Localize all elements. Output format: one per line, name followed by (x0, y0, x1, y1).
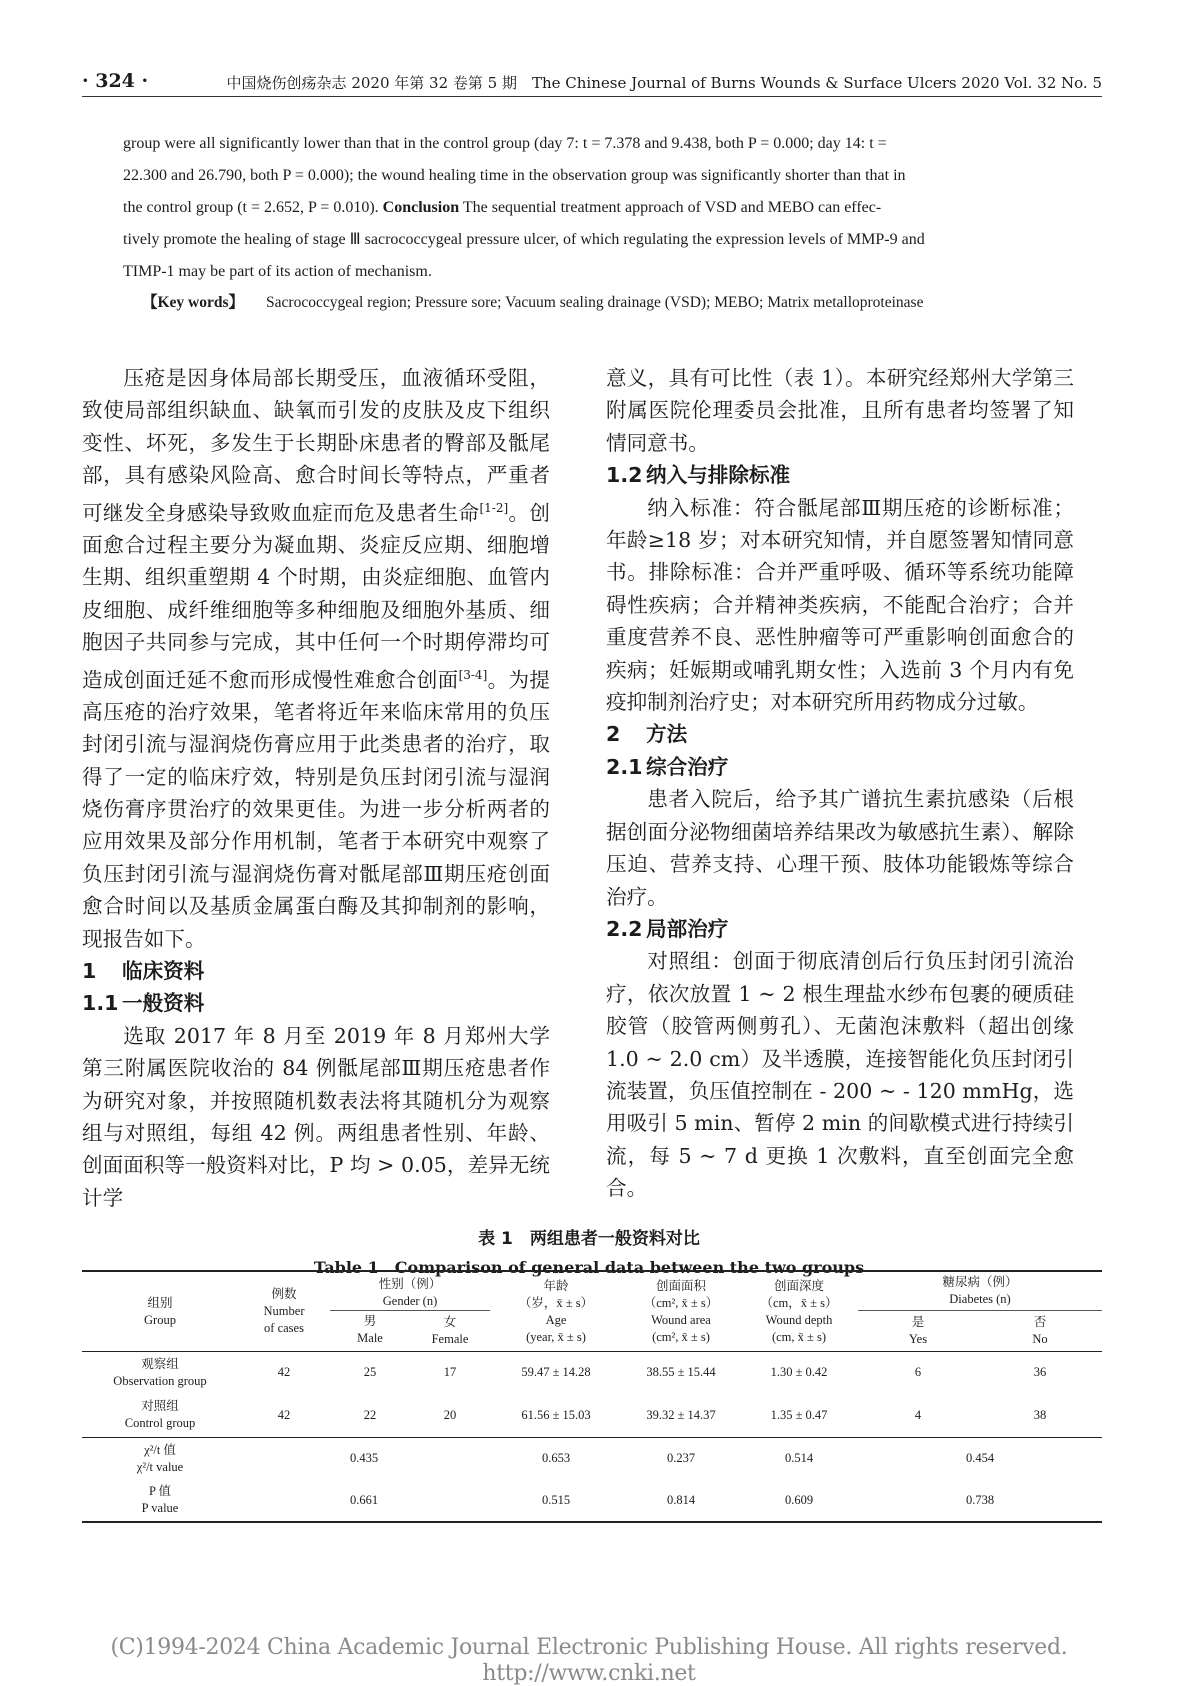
heading-text: 综合治疗 (646, 754, 729, 779)
copyright-footer: (C)1994-2024 China Academic Journal Electronic Publishing House. All rights reserved. http://www.cnki.net (110, 1635, 1090, 1686)
stat-row (82, 1438, 1102, 1480)
subsection-heading (606, 913, 1074, 945)
page-number: · 324 · (82, 70, 149, 92)
header-text: (year, x̄ ± s) (526, 1329, 586, 1344)
table-row (82, 1394, 1102, 1438)
table-caption-zh: 表 1 两组患者一般资料对比 (478, 1229, 700, 1249)
row-label (82, 1394, 238, 1438)
cell: 1.30 ± 0.42 (770, 1365, 828, 1380)
general-data-table (82, 1270, 1102, 1523)
header-text: （cm², x̄ ± s） (643, 1295, 719, 1310)
cell: 6 (914, 1365, 922, 1380)
abstract-text: the control group (t = 2.652, P = 0.010). (123, 199, 383, 216)
col-age (490, 1271, 622, 1352)
header-text: Gender (n) (382, 1294, 438, 1308)
cell-text: χ²/t value (136, 1459, 184, 1474)
header-text: Group (144, 1312, 176, 1327)
header-text: 创面面积 (655, 1278, 706, 1293)
header-text: No (1032, 1332, 1048, 1346)
cell-text: 观察组 (141, 1356, 179, 1371)
body-paragraph: 纳入标准：符合骶尾部Ⅲ期压疮的诊断标准；年龄≥18 岁；对本研究知情，并自愿签署知情同意书。排除标准：合并严重呼吸、循环等系统功能障碍性疾病；合并精神类疾病，不能配合治疗；合并重度营养不良、恶性肿瘤等可严重影响创面愈合的疾病；妊娠期或哺乳期女性；入选前 3 个月内有免疫抑制剂治疗史；对本研究所用药物成分过敏。 (606, 495, 1074, 715)
cell: 38 (1033, 1407, 1047, 1422)
header-text: (cm², x̄ ± s) (652, 1329, 710, 1344)
abstract-line: tively promote the healing of stage Ⅲ sacrococcygeal pressure ulcer, of which regulating the expression levels of MMP-9 and (123, 231, 925, 248)
col-n (238, 1271, 330, 1352)
header-text: Female (431, 1332, 469, 1346)
body-paragraph: 对照组：创面于彻底清创后行负压封闭引流治疗，依次放置 1 ~ 2 根生理盐水纱布包裹的硬质硅胶管（胶管两侧剪孔）、无菌泡沫敷料（超出创缘 1.0 ~ 2.0 cm）及半透膜，连接智能化负压封闭引流装置，负压值控制在 - 200 ~ - 120 mmHg，选用吸引 5 min、暂停 2 min 的间歇模式进行持续引流，每 5 ~ 7 d 更换 1 次敷料，直至创面完全愈合。 (606, 949, 1074, 1201)
cell-text: 对照组 (141, 1399, 179, 1414)
col-depth (740, 1271, 858, 1352)
col-group (82, 1271, 238, 1352)
row-label (82, 1352, 238, 1394)
header-text: 否 (1033, 1315, 1047, 1329)
cell: 42 (277, 1407, 291, 1422)
subsection-heading (606, 459, 1074, 491)
cell-text: P value (141, 1501, 179, 1515)
col-diabetes (858, 1271, 1102, 1311)
header-text: Number (263, 1304, 305, 1318)
abstract-line: 22.300 and 26.790, both P = 0.000); the wound healing time in the observation group was significantly shorter than that in (123, 167, 906, 184)
cell: 4 (914, 1407, 922, 1422)
header-text: 是 (911, 1315, 925, 1329)
cell: 42 (277, 1365, 291, 1380)
header-text: （岁，x̄ ± s） (518, 1295, 594, 1310)
cell: 17 (443, 1365, 457, 1380)
header-row (82, 1271, 1102, 1311)
header-text: (cm, x̄ ± s) (771, 1329, 827, 1344)
header-text: 男 (363, 1314, 377, 1328)
right-column (606, 362, 1074, 1205)
journal-title: 中国烧伤创疡杂志 2020 年第 32 卷第 5 期 The Chinese Journal of Burns Wounds & Surface Ulcers 2020 Vol. 32 No. 5 (226, 74, 1102, 92)
cell-text: χ²/t 值 (144, 1442, 176, 1457)
abstract-line: TIMP-1 may be part of its action of mechanism. (123, 263, 432, 280)
body-paragraph: 选取 2017 年 8 月至 2019 年 8 月郑州大学第三附属医院收治的 84 例骶尾部Ⅲ期压疮患者作为研究对象，并按照随机数表法将其随机分为观察组与对照组，每组 42 例。两组患者性别、年龄、创面面积等一般资料对比，P 均 > 0.05，差异无统计学 (82, 1023, 550, 1210)
cell: 0.435 (349, 1451, 379, 1466)
intro-paragraph (82, 362, 550, 955)
col-female (410, 1311, 490, 1352)
cell: 0.514 (784, 1451, 814, 1466)
subsection-heading (606, 751, 1074, 783)
heading-text: 临床资料 (122, 959, 205, 984)
table-row (82, 1352, 1102, 1394)
header-text: of cases (264, 1321, 304, 1335)
cell: 61.56 ± 15.03 (521, 1407, 591, 1422)
header-text: Wound area (651, 1312, 711, 1327)
col-area (622, 1271, 740, 1352)
abstract-line (123, 192, 1053, 224)
heading-text: 纳入与排除标准 (646, 463, 791, 488)
heading-number: 2.2 (606, 916, 643, 941)
header-text: 例数 (271, 1287, 297, 1301)
heading-number: 1.2 (606, 463, 643, 488)
col-yes (858, 1311, 978, 1352)
header-text: 组别 (147, 1295, 173, 1310)
heading-text: 方法 (646, 722, 688, 747)
cell: 25 (363, 1365, 377, 1380)
cell: 22 (363, 1407, 377, 1422)
header-text: Age (545, 1312, 567, 1327)
cell: 0.237 (666, 1451, 696, 1466)
keywords-label: 【Key words】 (142, 294, 245, 311)
cell: 0.515 (541, 1492, 571, 1507)
header-text: （cm，x̄ ± s） (760, 1295, 838, 1310)
cell: 39.32 ± 14.37 (646, 1407, 716, 1422)
row-label (82, 1480, 238, 1522)
subsection-heading (82, 987, 550, 1019)
body-paragraph: 意义，具有可比性（表 1）。本研究经郑州大学第三附属医院伦理委员会批准，且所有患者均签署了知情同意书。 (606, 366, 1074, 455)
stat-row (82, 1480, 1102, 1522)
header-text: 糖尿病（例） (942, 1275, 1018, 1289)
text-run: 。为提高压疮的治疗效果，笔者将近年来临床常用的负压封闭引流与湿润烧伤膏应用于此类患者的治疗，取得了一定的临床疗效，特别是负压封闭引流与湿润烧伤膏序贯治疗的效果更佳。为进一步分析两者的应用效果及部分作用机制，笔者于本研究中观察了负压封闭引流与湿润烧伤膏对骶尾部Ⅲ期压疮创面愈合时间以及基质金属蛋白酶及其抑制剂的影响，现报告如下。 (82, 667, 551, 951)
header-text: Yes (908, 1332, 928, 1346)
cell: 59.47 ± 14.28 (521, 1365, 591, 1380)
cell: 0.454 (965, 1451, 995, 1466)
header-text: 女 (443, 1315, 457, 1329)
header-text: Male (357, 1331, 383, 1345)
text-run: 。创面愈合过程主要分为凝血期、炎症反应期、细胞增生期、组织重塑期 4 个时期，由炎症细胞、血管内皮细胞、成纤维细胞等多种细胞及细胞外基质、细胞因子共同参与完成，其中任何一个时期停滞均可造成创面迁延不愈而形成慢性难愈合创面 (82, 500, 551, 692)
cell-text: Control group (124, 1416, 196, 1431)
heading-number: 2 (606, 722, 621, 747)
cell: 0.653 (541, 1451, 571, 1466)
section-heading (606, 718, 1074, 750)
heading-text: 一般资料 (122, 991, 205, 1016)
header-text: Diabetes (n) (949, 1292, 1011, 1306)
cell: 0.609 (784, 1492, 814, 1507)
header-rule (82, 96, 1102, 97)
abstract-text: The sequential treatment approach of VSD and MEBO can effec- (459, 199, 882, 216)
cell-text: P 值 (148, 1484, 172, 1498)
col-gender (330, 1271, 490, 1311)
abstract-tail (123, 128, 1053, 288)
section-heading (82, 955, 550, 987)
cell: 38.55 ± 15.44 (646, 1365, 716, 1380)
conclusion-label: Conclusion (382, 199, 460, 216)
cell: 0.738 (965, 1492, 995, 1507)
header-text: Wound depth (765, 1312, 833, 1327)
header-text: 性别（例） (378, 1277, 442, 1291)
header-text: 创面深度 (773, 1278, 824, 1293)
col-no (978, 1311, 1102, 1352)
cell: 36 (1033, 1365, 1047, 1380)
text-run: 压疮是因身体局部长期受压，血液循环受阻，致使局部组织缺血、缺氧而引发的皮肤及皮下组织变性、坏死，多发生于长期卧床患者的臀部及骶尾部，具有感染风险高、愈合时间长等特点，严重者可继发全身感染导致败血症而危及患者生命 (82, 366, 550, 525)
header-text: 年龄 (543, 1278, 569, 1293)
body-paragraph: 患者入院后，给予其广谱抗生素抗感染（后根据创面分泌物细菌培养结果改为敏感抗生素）、解除压迫、营养支持、心理干预、肢体功能锻炼等综合治疗。 (606, 787, 1074, 909)
heading-number: 1.1 (82, 991, 119, 1016)
abstract-line: group were all significantly lower than that in the control group (day 7: t = 7.378 and 9.438, both P = 0.000; day 14: t = (123, 135, 887, 152)
keywords (142, 290, 1062, 312)
row-label (82, 1438, 238, 1480)
citation: [3-4] (458, 667, 488, 682)
cell: 0.661 (349, 1492, 379, 1507)
left-column (82, 362, 550, 1214)
keywords-text: Sacrococcygeal region; Pressure sore; Vacuum sealing drainage (VSD); MEBO; Matrix metalloproteinase (266, 294, 924, 311)
cell: 0.814 (666, 1492, 696, 1507)
col-male (330, 1311, 410, 1352)
heading-number: 2.1 (606, 754, 643, 779)
heading-text: 局部治疗 (646, 916, 729, 941)
table-caption-en: Table 1 Comparison of general data between the two groups (313, 1258, 865, 1277)
citation: [1-2] (479, 500, 509, 515)
cell-text: Observation group (113, 1373, 207, 1388)
cell: 1.35 ± 0.47 (770, 1407, 828, 1422)
heading-number: 1 (82, 959, 97, 984)
cell: 20 (443, 1407, 457, 1422)
